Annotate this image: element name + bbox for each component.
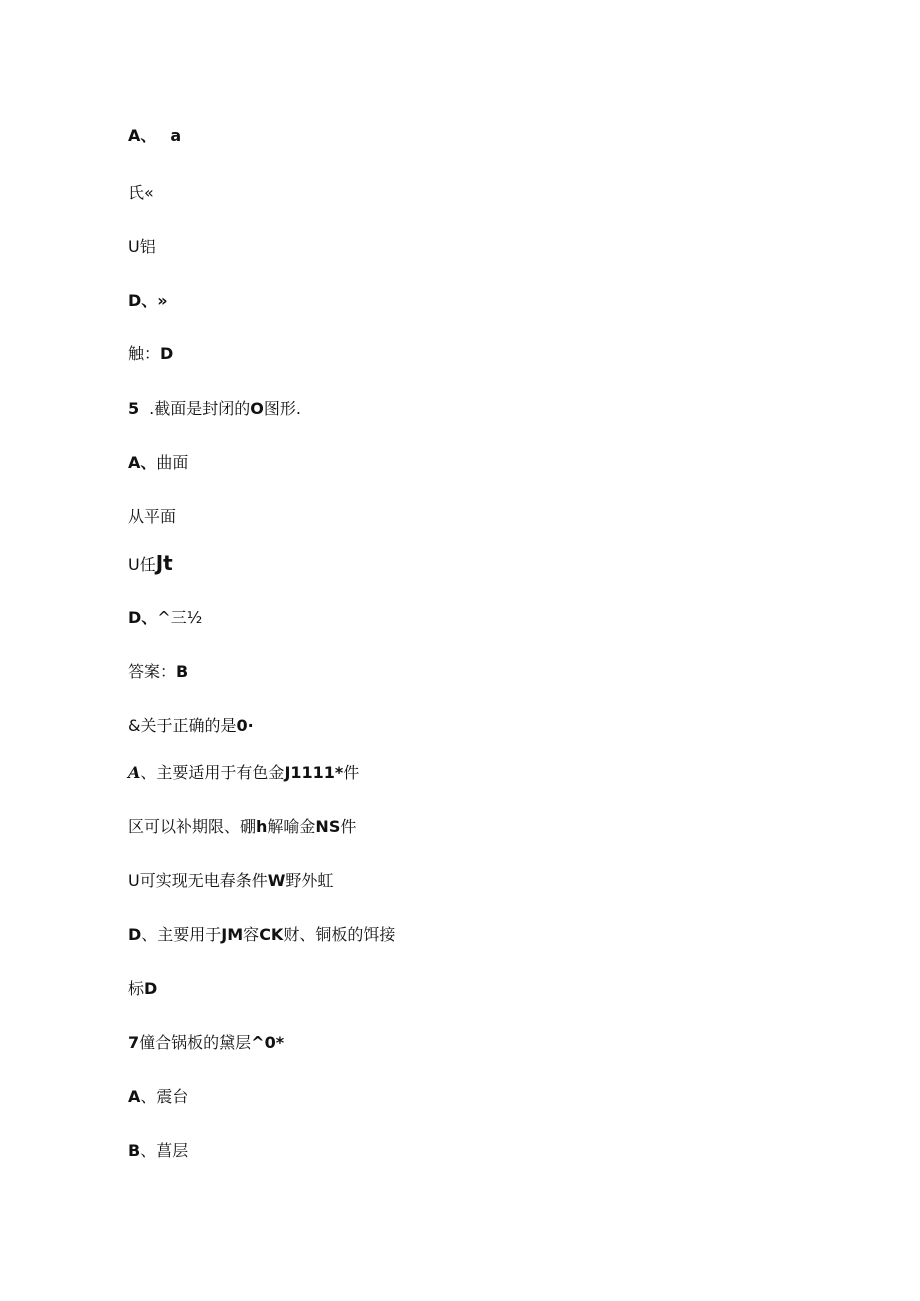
q6-answer-line xyxy=(128,979,157,999)
option-b-text: 氏« xyxy=(128,183,154,202)
q7-option-a-label: A xyxy=(128,1087,141,1106)
question-5-blank: O xyxy=(250,399,264,418)
question-7-text: 僮合锅板的黛层 xyxy=(139,1033,252,1052)
answer-label: 触： xyxy=(128,344,161,363)
q6-option-d-label: D xyxy=(128,925,142,944)
option-d-line xyxy=(128,291,168,311)
q7-option-b-line xyxy=(128,1141,188,1161)
option-a-line xyxy=(128,126,181,146)
q5-option-a-text: 曲面 xyxy=(156,453,189,472)
question-7-number: 7 xyxy=(128,1033,140,1052)
q6-option-d-line xyxy=(128,925,395,945)
q5-option-c-line xyxy=(128,551,173,577)
option-a-label: A、 xyxy=(128,126,157,145)
q6-option-b-text-5: 件 xyxy=(340,817,357,836)
answer-line xyxy=(128,344,173,364)
question-6-line xyxy=(128,716,254,736)
question-5-line xyxy=(128,399,301,419)
answer-value: D xyxy=(160,344,174,363)
q6-option-a-line xyxy=(128,763,359,783)
question-5-text-1: .截面是封闭的 xyxy=(149,399,251,418)
q6-option-a-text-3: 件 xyxy=(343,763,360,782)
q6-option-b-text-2: h xyxy=(256,817,268,836)
q5-option-a-line xyxy=(128,453,188,473)
q5-option-c-text-2: Jt xyxy=(155,551,173,575)
q6-option-d-text-2: JM xyxy=(221,925,244,944)
option-c-line xyxy=(128,237,156,257)
q6-option-c-text-1: U可实现无电春条件 xyxy=(128,871,268,890)
q5-answer-value: B xyxy=(176,662,189,681)
q6-option-d-text-5: 财、铜板的饵接 xyxy=(283,925,396,944)
q5-option-d-label: D、 xyxy=(128,608,158,627)
q6-option-d-text-3: 容 xyxy=(243,925,260,944)
question-6-mark: · xyxy=(247,716,254,735)
q6-option-b-text-1: 区可以补期限、硼 xyxy=(128,817,257,836)
q6-option-c-line xyxy=(128,871,333,891)
q5-option-c-text-1: U任 xyxy=(128,555,156,574)
q5-option-d-text: ^三½ xyxy=(157,608,203,627)
q5-answer-line xyxy=(128,662,188,682)
q6-answer-label: 标 xyxy=(128,979,145,998)
q6-option-a-text-2: J1111* xyxy=(284,763,344,782)
q7-option-a-text: 、震台 xyxy=(140,1087,189,1106)
option-b-line xyxy=(128,183,154,203)
question-5-number: 5 xyxy=(128,399,140,418)
q6-option-d-text-1: 、主要用于 xyxy=(141,925,222,944)
q6-option-b-text-4: NS xyxy=(315,817,341,836)
option-c-text: U铝 xyxy=(128,237,156,256)
q5-option-b-text: 从平面 xyxy=(128,507,177,526)
q7-option-a-line xyxy=(128,1087,188,1107)
option-d-text: D、» xyxy=(128,291,168,310)
question-7-line xyxy=(128,1033,284,1053)
q6-option-a-text-1: 、主要适用于有色金 xyxy=(140,763,285,782)
q6-option-c-text-2: W xyxy=(267,871,286,890)
q6-answer-value: D xyxy=(144,979,158,998)
q6-option-a-label: A xyxy=(128,763,141,782)
q6-option-b-line xyxy=(128,817,356,837)
q6-option-b-text-3: 解喻金 xyxy=(267,817,316,836)
q6-option-c-text-3: 野外虹 xyxy=(285,871,334,890)
q5-option-d-line xyxy=(128,608,202,628)
q5-answer-label: 答案： xyxy=(128,662,177,681)
q5-option-a-label: A、 xyxy=(128,453,157,472)
q6-option-d-text-4: CK xyxy=(259,925,284,944)
q7-option-b-label: B xyxy=(128,1141,141,1160)
question-7-blank: ^0* xyxy=(251,1033,285,1052)
q7-option-b-text: 、菖层 xyxy=(140,1141,189,1160)
option-a-text: a xyxy=(170,126,182,145)
q5-option-b-line xyxy=(128,507,176,527)
question-6-blank: 0 xyxy=(236,716,248,735)
question-6-text: &关于正确的是 xyxy=(128,716,237,735)
question-5-text-2: 图形. xyxy=(263,399,301,418)
